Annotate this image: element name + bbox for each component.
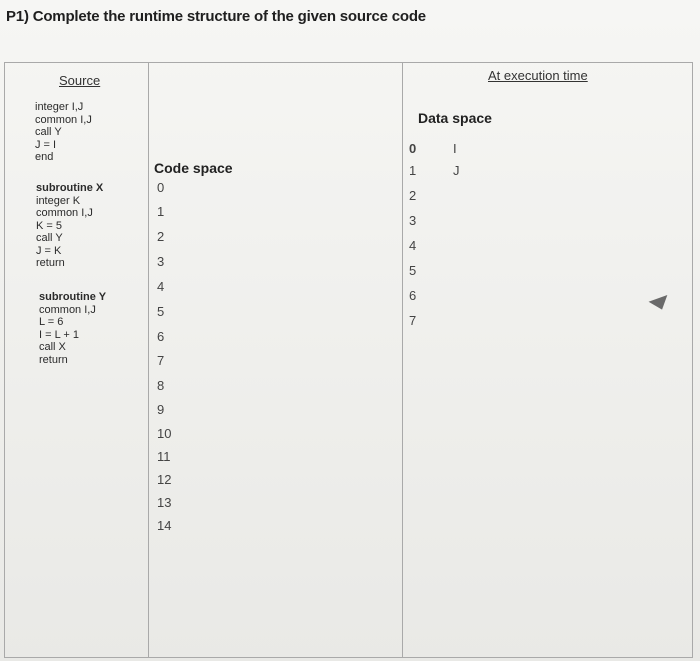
- code-index-3: 3: [157, 254, 165, 269]
- source-line: subroutine X: [36, 182, 104, 194]
- code-index-1: 1: [157, 204, 165, 219]
- source-line: J = K: [36, 244, 62, 257]
- source-line: return: [36, 257, 65, 269]
- code-index-0: 0: [157, 180, 165, 195]
- source-line: call X: [39, 341, 66, 353]
- code-index-9: 9: [157, 402, 165, 417]
- code-index-5: 5: [157, 304, 165, 319]
- column-divider-1: [148, 63, 149, 657]
- source-line: L = 6: [39, 316, 64, 328]
- main-program-block: [35, 101, 92, 164]
- code-index-13: 13: [157, 495, 172, 510]
- data-index-6: 6: [409, 288, 417, 303]
- subroutine-x-block: [36, 182, 103, 270]
- code-index-8: 8: [157, 378, 165, 393]
- data-index-1: 1: [409, 163, 417, 178]
- subroutine-y-block: [39, 291, 106, 366]
- source-line: common I,J: [35, 113, 92, 126]
- source-line: J = I: [35, 138, 57, 151]
- source-line: integer K: [36, 194, 81, 207]
- code-space-label: Code space: [154, 160, 233, 176]
- data-index-2: 2: [409, 188, 417, 203]
- source-line: I = L + 1: [39, 328, 79, 341]
- execution-time-header: At execution time: [488, 68, 588, 83]
- problem-title: P1) Complete the runtime structure of the given source code: [6, 8, 426, 25]
- source-line: call Y: [35, 126, 62, 138]
- source-line: K = 5: [36, 219, 62, 232]
- column-divider-2: [402, 63, 403, 657]
- data-value-i: I: [453, 141, 457, 156]
- source-line: return: [39, 353, 68, 366]
- source-line: subroutine Y: [39, 291, 107, 303]
- code-index-2: 2: [157, 229, 165, 244]
- source-line: end: [35, 151, 54, 163]
- data-index-7: 7: [409, 313, 417, 328]
- source-line: integer I,J: [35, 101, 84, 113]
- runtime-structure-table: [4, 62, 693, 658]
- code-index-6: 6: [157, 329, 165, 344]
- source-line: common I,J: [39, 303, 96, 316]
- data-value-j: J: [453, 163, 460, 178]
- code-index-14: 14: [157, 518, 172, 533]
- data-space-label: Data space: [418, 110, 492, 126]
- code-index-11: 11: [157, 449, 171, 464]
- source-line: common I,J: [36, 207, 93, 219]
- code-index-4: 4: [157, 279, 165, 294]
- data-index-3: 3: [409, 213, 417, 228]
- source-line: call Y: [36, 232, 63, 244]
- data-index-5: 5: [409, 263, 417, 278]
- code-index-12: 12: [157, 472, 172, 487]
- code-index-7: 7: [157, 353, 165, 368]
- source-header: Source: [59, 73, 101, 88]
- data-index-4: 4: [409, 238, 417, 253]
- data-index-0: 0: [409, 141, 417, 156]
- code-index-10: 10: [157, 426, 172, 441]
